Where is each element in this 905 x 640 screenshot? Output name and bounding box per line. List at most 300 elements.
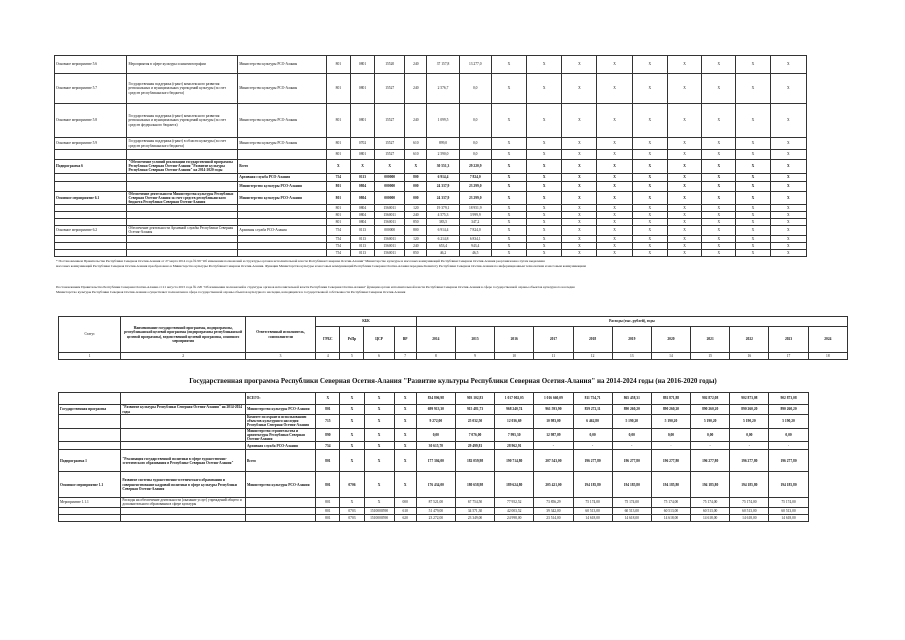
header-year: 2023: [769, 327, 808, 353]
top-row: [55, 226, 807, 235]
top-cell: X: [562, 226, 597, 235]
bottom-cell: X: [364, 405, 394, 415]
top-cell: X: [597, 104, 632, 138]
top-cell: X: [375, 160, 405, 174]
top-cell: 1560011: [375, 212, 405, 219]
bottom-cell: 5 190,20: [612, 415, 651, 429]
top-cell: 801: [326, 56, 350, 74]
header-status: Статус: [59, 317, 121, 353]
top-cell: X: [527, 249, 562, 256]
top-cell: X: [667, 56, 701, 74]
bottom-cell: 180 658,98: [455, 472, 494, 498]
bottom-cell: Министерство культуры РСО-Алания: [245, 472, 315, 498]
top-cell: X: [770, 138, 806, 150]
bottom-cell: 60 513,00: [691, 507, 730, 514]
bottom-cell: [121, 514, 246, 521]
header-col-number: 5: [340, 353, 364, 360]
top-cell: X: [597, 235, 632, 242]
top-cell: [55, 242, 127, 249]
top-row: [55, 138, 807, 150]
top-cell: 754: [326, 226, 350, 235]
bottom-cell: 859 272,11: [573, 405, 612, 415]
top-cell: Министерство культуры РСО-Алания: [238, 138, 327, 150]
header-year: 2017: [534, 327, 573, 353]
top-cell: Государственная поддержка (грант) комплексного развития региональных и муниципальных учреждений культуры (за счет средств республиканского бюджета): [127, 74, 238, 104]
top-cell: [127, 249, 238, 256]
top-cell: X: [597, 173, 632, 181]
top-cell: X: [702, 56, 736, 74]
top-cell: 0801: [350, 104, 374, 138]
bottom-cell: 0,00: [691, 428, 730, 442]
bottom-cell: 73 856,29: [534, 498, 573, 507]
bottom-cell: 968 240,74: [495, 405, 534, 415]
top-table: [54, 55, 807, 257]
bottom-cell: 865 458,31: [612, 393, 651, 405]
bottom-cell: X: [394, 428, 416, 442]
top-cell: X: [597, 191, 632, 205]
top-cell: X: [597, 181, 632, 191]
bottom-cell: 196 277,80: [612, 450, 651, 472]
bottom-cell: 902 873,08: [730, 393, 769, 405]
top-cell: 6 914,4: [427, 226, 459, 235]
header-col-number: 7: [394, 353, 416, 360]
bottom-cell: 1510000590: [364, 507, 394, 514]
header-costs: Расходы (тыс. рублей), годы: [416, 317, 847, 327]
top-cell: 850: [405, 219, 427, 226]
bottom-cell: 196 277,80: [573, 450, 612, 472]
top-cell: 24 337,9: [427, 191, 459, 205]
top-cell: 610: [405, 150, 427, 160]
bottom-cell: 60 513,00: [612, 507, 651, 514]
top-cell: 850: [405, 249, 427, 256]
top-cell: 801: [326, 181, 350, 191]
top-row: [55, 242, 807, 249]
bottom-cell: 51 479,00: [416, 507, 455, 514]
top-cell: [55, 212, 127, 219]
top-cell: X: [527, 173, 562, 181]
bottom-cell: 60 513,00: [769, 507, 808, 514]
top-cell: 120: [405, 235, 427, 242]
top-cell: X: [736, 74, 770, 104]
bottom-cell: Всего: [245, 450, 315, 472]
top-cell: 120: [405, 205, 427, 212]
bottom-row: [59, 498, 848, 507]
top-row: [55, 56, 807, 74]
bottom-cell: 207 543,00: [534, 450, 573, 472]
top-row: [55, 219, 807, 226]
top-cell: 15520: [375, 56, 405, 74]
bottom-cell: 194 185,80: [612, 472, 651, 498]
header-col-number: 3: [245, 353, 315, 360]
header-col-number: 2: [121, 353, 246, 360]
bottom-cell: 196 277,80: [769, 450, 808, 472]
top-cell: "Обеспечение условий реализации государственной программы Республики Северная Осетия-Алания "Развитие культуры Республики Северная Осетия-Алания" на 2014-2020 годы: [127, 160, 238, 174]
top-cell: X: [491, 104, 526, 138]
header-year: 2014: [416, 327, 455, 353]
top-cell: 4 575,3: [427, 212, 459, 219]
top-cell: X: [667, 181, 701, 191]
bottom-cell: [121, 442, 246, 450]
header-col-number: 9: [455, 353, 494, 360]
bottom-cell: 890: [316, 428, 340, 442]
bottom-cell: 620: [394, 514, 416, 521]
top-cell: [127, 212, 238, 219]
header-kbk-col: РзПр: [340, 327, 364, 353]
bottom-cell: -: [769, 442, 808, 450]
top-cell: Обеспечение деятельности Архивной службы Республики Северная Осетия-Алания: [127, 226, 238, 235]
top-cell: 23 299,0: [459, 181, 491, 191]
top-row: [55, 212, 807, 219]
bottom-cell: [121, 393, 246, 405]
bottom-cell: 12 987,09: [534, 428, 573, 442]
top-cell: X: [770, 150, 806, 160]
top-cell: Архивная служба РСО-Алания: [238, 226, 327, 235]
top-cell: X: [632, 235, 667, 242]
bottom-row: [59, 442, 848, 450]
top-cell: 000: [405, 191, 427, 205]
top-cell: X: [667, 104, 701, 138]
top-cell: X: [632, 191, 667, 205]
top-cell: [238, 219, 327, 226]
top-cell: X: [736, 104, 770, 138]
top-cell: 0804: [350, 191, 374, 205]
bottom-cell: X: [340, 450, 364, 472]
top-cell: X: [491, 226, 526, 235]
top-cell: 29 220,9: [459, 160, 491, 174]
bottom-cell: X: [340, 498, 364, 507]
top-row: [55, 181, 807, 191]
top-cell: [55, 205, 127, 212]
top-cell: X: [527, 160, 562, 174]
top-cell: X: [562, 181, 597, 191]
top-cell: X: [326, 160, 350, 174]
top-cell: X: [562, 205, 597, 212]
top-cell: X: [667, 138, 701, 150]
bottom-cell: 14 618,00: [573, 514, 612, 521]
bottom-cell: X: [364, 428, 394, 442]
bottom-row: [59, 393, 848, 405]
top-cell: 754: [326, 249, 350, 256]
bottom-cell: [59, 393, 121, 405]
top-cell: 46,2: [427, 249, 459, 256]
top-row: [55, 205, 807, 212]
top-cell: X: [527, 138, 562, 150]
top-cell: [127, 173, 238, 181]
top-row: [55, 104, 807, 138]
bottom-cell: 60 513,00: [651, 507, 690, 514]
bottom-cell: 902 873,08: [769, 393, 808, 405]
footnote-line-3: Постановлением Правительства Республики Северная Осетия-Алания от 21 августа 2015 года № 220 "Об изменении полномочий и структуры органов исполнительной власти Республики Северная Осетия-Алания" функции органа исполнительной власти Республики Северная Осетия-Алания в сфере государственной охраны объектов культурного наследия: [56, 285, 575, 289]
top-cell: 19 379,1: [427, 205, 459, 212]
top-cell: 0804: [350, 219, 374, 226]
top-cell: 801: [326, 191, 350, 205]
bottom-cell: Министерство строительства и архитектуры Республики Северная Осетия-Алания: [245, 428, 315, 442]
bottom-cell: 699 913,30: [416, 405, 455, 415]
top-cell: X: [702, 235, 736, 242]
bottom-cell: [245, 507, 315, 514]
top-cell: X: [667, 160, 701, 174]
header-col-number: 1: [59, 353, 121, 360]
top-cell: [55, 181, 127, 191]
top-row: [55, 235, 807, 242]
bottom-cell: 12 036,69: [495, 415, 534, 429]
top-cell: 801: [326, 150, 350, 160]
bottom-cell: 9 272,00: [416, 415, 455, 429]
top-cell: X: [562, 219, 597, 226]
top-cell: X: [562, 173, 597, 181]
header-col-number: 4: [316, 353, 340, 360]
top-cell: X: [702, 181, 736, 191]
top-cell: 6 914,4: [427, 173, 459, 181]
top-cell: X: [667, 150, 701, 160]
top-cell: Министерство культуры РСО-Алания: [238, 191, 327, 205]
bottom-cell: 87 521,00: [416, 498, 455, 507]
bottom-cell: 5 190,20: [651, 415, 690, 429]
header-year: 2020: [651, 327, 690, 353]
top-cell: 37 157,8: [427, 56, 459, 74]
top-cell: 2 576,7: [427, 74, 459, 104]
top-cell: 240: [405, 212, 427, 219]
bottom-cell: 715: [316, 415, 340, 429]
top-cell: X: [736, 181, 770, 191]
top-cell: X: [491, 138, 526, 150]
top-cell: X: [770, 181, 806, 191]
bottom-cell: 190 714,80: [495, 450, 534, 472]
top-cell: X: [770, 226, 806, 235]
top-cell: 0702: [350, 138, 374, 150]
bottom-cell: -: [534, 442, 573, 450]
top-cell: X: [702, 104, 736, 138]
header-year: 2015: [455, 327, 494, 353]
top-cell: X: [632, 74, 667, 104]
top-cell: X: [491, 219, 526, 226]
top-cell: X: [632, 249, 667, 256]
top-cell: 801: [326, 205, 350, 212]
bottom-cell: "Реализация государственной политики в сфере художественно-эстетического образования в Республике Северная Осетия-Алания": [121, 450, 246, 472]
top-cell: 7 824,0: [459, 226, 491, 235]
bottom-cell: X: [394, 415, 416, 429]
bottom-cell: X: [340, 405, 364, 415]
top-cell: X: [632, 181, 667, 191]
top-cell: 15527: [375, 138, 405, 150]
bottom-cell: [245, 514, 315, 521]
top-cell: 0801: [350, 74, 374, 104]
top-cell: [55, 150, 127, 160]
bottom-cell: Мероприятие 1.1.1: [59, 498, 121, 507]
top-cell: 899,0: [427, 138, 459, 150]
bottom-cell: -: [651, 442, 690, 450]
top-cell: X: [770, 160, 806, 174]
top-cell: X: [667, 249, 701, 256]
bottom-cell: "Развитие культуры Республики Северная Осетия-Алания" на 2014-2024 годы: [121, 405, 246, 415]
top-cell: [127, 181, 238, 191]
bottom-cell: 196 277,80: [691, 450, 730, 472]
header-kbk-col: ЦСР: [364, 327, 394, 353]
bottom-cell: 0703: [340, 514, 364, 521]
top-cell: X: [667, 173, 701, 181]
bottom-cell: 194 185,80: [651, 472, 690, 498]
top-cell: 0,0: [459, 74, 491, 104]
top-cell: X: [667, 219, 701, 226]
header-kbk: КБК: [316, 317, 417, 327]
top-cell: X: [702, 205, 736, 212]
top-cell: 801: [326, 212, 350, 219]
header-col-number: 18: [808, 353, 847, 360]
top-cell: X: [632, 226, 667, 235]
bottom-cell: 42 003,52: [495, 507, 534, 514]
top-cell: Государственная поддержка (грант) в области культуры (за счет средств республиканского бюджета): [127, 138, 238, 150]
top-cell: X: [527, 205, 562, 212]
top-cell: 801: [326, 219, 350, 226]
top-cell: 0113: [350, 249, 374, 256]
bottom-cell: X: [340, 393, 364, 405]
bottom-cell: 801: [316, 498, 340, 507]
bottom-cell: Основное мероприятие 1.1: [59, 472, 121, 498]
bottom-cell: 28 962,91: [495, 442, 534, 450]
top-cell: X: [770, 249, 806, 256]
top-cell: X: [632, 160, 667, 174]
bottom-cell: 77 952,52: [495, 498, 534, 507]
top-cell: X: [491, 242, 526, 249]
bottom-cell: 177 304,00: [416, 450, 455, 472]
top-cell: X: [491, 173, 526, 181]
bottom-cell: 811 754,71: [573, 393, 612, 405]
top-cell: 18 951,9: [459, 205, 491, 212]
top-cell: [238, 150, 327, 160]
bottom-cell: X: [340, 415, 364, 429]
top-cell: X: [527, 219, 562, 226]
top-cell: 240: [405, 104, 427, 138]
top-cell: [238, 242, 327, 249]
top-cell: 000000: [375, 191, 405, 205]
bottom-cell: [59, 415, 121, 429]
top-cell: X: [736, 205, 770, 212]
header-year: 2016: [495, 327, 534, 353]
top-cell: [55, 249, 127, 256]
top-cell: 240: [405, 74, 427, 104]
header-year: 2018: [573, 327, 612, 353]
bottom-cell: 754: [316, 442, 340, 450]
top-cell: Государственная поддержка (грант) комплексного развития региональных и муниципальных учреждений культуры (за счет средств федерального бюджета): [127, 104, 238, 138]
top-cell: Архивная служба РСО-Алания: [238, 173, 327, 181]
top-cell: X: [736, 226, 770, 235]
bottom-cell: [245, 498, 315, 507]
top-cell: 13 277,0: [459, 56, 491, 74]
bottom-cell: 7 076,00: [455, 428, 494, 442]
bottom-cell: 801: [316, 472, 340, 498]
bottom-cell: [59, 514, 121, 521]
bottom-row: [59, 415, 848, 429]
top-cell: 1560011: [375, 249, 405, 256]
header-kbk-col: ГРБС: [316, 327, 340, 353]
top-cell: 23 299,0: [459, 191, 491, 205]
header-col-number: 16: [730, 353, 769, 360]
bottom-cell: Министерство культуры РСО-Алания: [245, 405, 315, 415]
top-cell: X: [491, 191, 526, 205]
top-cell: 801: [326, 138, 350, 150]
top-cell: X: [597, 249, 632, 256]
header-year: 2022: [730, 327, 769, 353]
bottom-cell: 189 624,80: [495, 472, 534, 498]
bottom-cell: 902 872,08: [691, 393, 730, 405]
top-cell: X: [702, 173, 736, 181]
bottom-cell: 610: [394, 507, 416, 514]
bottom-cell: X: [316, 393, 340, 405]
top-cell: 943,4: [459, 242, 491, 249]
bottom-cell: 75 174,00: [573, 498, 612, 507]
top-cell: X: [770, 173, 806, 181]
bottom-cell: 801: [316, 405, 340, 415]
top-cell: X: [491, 74, 526, 104]
bottom-cell: 75 174,00: [769, 498, 808, 507]
bottom-cell: Подпрограмма 1: [59, 450, 121, 472]
top-cell: 1560011: [375, 205, 405, 212]
top-cell: X: [736, 191, 770, 205]
top-cell: X: [562, 160, 597, 174]
top-cell: X: [770, 219, 806, 226]
bottom-cell: [59, 507, 121, 514]
top-cell: X: [527, 150, 562, 160]
top-cell: [55, 173, 127, 181]
top-cell: X: [736, 173, 770, 181]
top-cell: Основное мероприятие 6.2: [55, 226, 127, 235]
top-cell: X: [491, 181, 526, 191]
bottom-cell: 176 434,00: [416, 472, 455, 498]
top-cell: X: [702, 249, 736, 256]
header-year: 2024: [808, 327, 847, 353]
footnote-line-2: массовых коммуникаций Республики Северная Осетия-Алания преобразовано в Министерство культуры Республики Северная Осетия-Алания. Функции Министерства культуры и массовых коммуникаций Республики Северная Осетия-Алания переданы Комитету Республики Северная Осетия-Алания по информационным технологиям и массовым коммуникациям: [56, 264, 586, 268]
bottom-cell: 14 618,00: [612, 514, 651, 521]
header-col-number: 17: [769, 353, 808, 360]
bottom-cell: 75 174,00: [651, 498, 690, 507]
bottom-cell: 801: [316, 514, 340, 521]
bottom-cell: 801: [316, 450, 340, 472]
top-cell: X: [667, 212, 701, 219]
bottom-cell: 1510000590: [364, 514, 394, 521]
bottom-cell: 14 618,00: [691, 514, 730, 521]
bottom-cell: 194 185,80: [573, 472, 612, 498]
top-cell: 000000: [375, 181, 405, 191]
bottom-cell: X: [394, 405, 416, 415]
top-cell: 801: [326, 104, 350, 138]
top-cell: X: [770, 242, 806, 249]
top-cell: 30 551,3: [427, 160, 459, 174]
footnote-line-1: * Постановлением Правительства Республики Северная Осетия-Алания от 27 марта 2014 года № 99 "Об изменении полномочий и структуры органов исполнительной власти Республики Северная Осетия-Алания" Министерство культуры и массовых коммуникаций Республики Северная Осетия-Алания реорганизовано путем выделения: [56, 259, 545, 263]
top-cell: Подпрограмма 6: [55, 160, 127, 174]
header-col-number: 12: [573, 353, 612, 360]
top-cell: X: [597, 138, 632, 150]
top-cell: X: [770, 212, 806, 219]
bottom-cell: Развитие системы художественно-эстетического образования и совершенствование кадровой политики в сфере культуры Республики Северная Осетия-Алания: [121, 472, 246, 498]
header-col-number: 13: [612, 353, 651, 360]
bottom-header-table: [58, 316, 848, 360]
top-cell: X: [736, 235, 770, 242]
top-cell: 653,4: [427, 242, 459, 249]
bottom-cell: X: [364, 498, 394, 507]
bottom-cell: ВСЕГО:: [245, 393, 315, 405]
top-cell: 754: [326, 242, 350, 249]
top-cell: 0804: [350, 212, 374, 219]
top-cell: X: [597, 160, 632, 174]
top-row: [55, 191, 807, 205]
top-cell: X: [491, 205, 526, 212]
top-row: [55, 249, 807, 256]
bottom-cell: 25 032,50: [455, 415, 494, 429]
bottom-row: [59, 428, 848, 442]
top-cell: 1560011: [375, 219, 405, 226]
top-cell: [55, 219, 127, 226]
bottom-cell: X: [364, 442, 394, 450]
